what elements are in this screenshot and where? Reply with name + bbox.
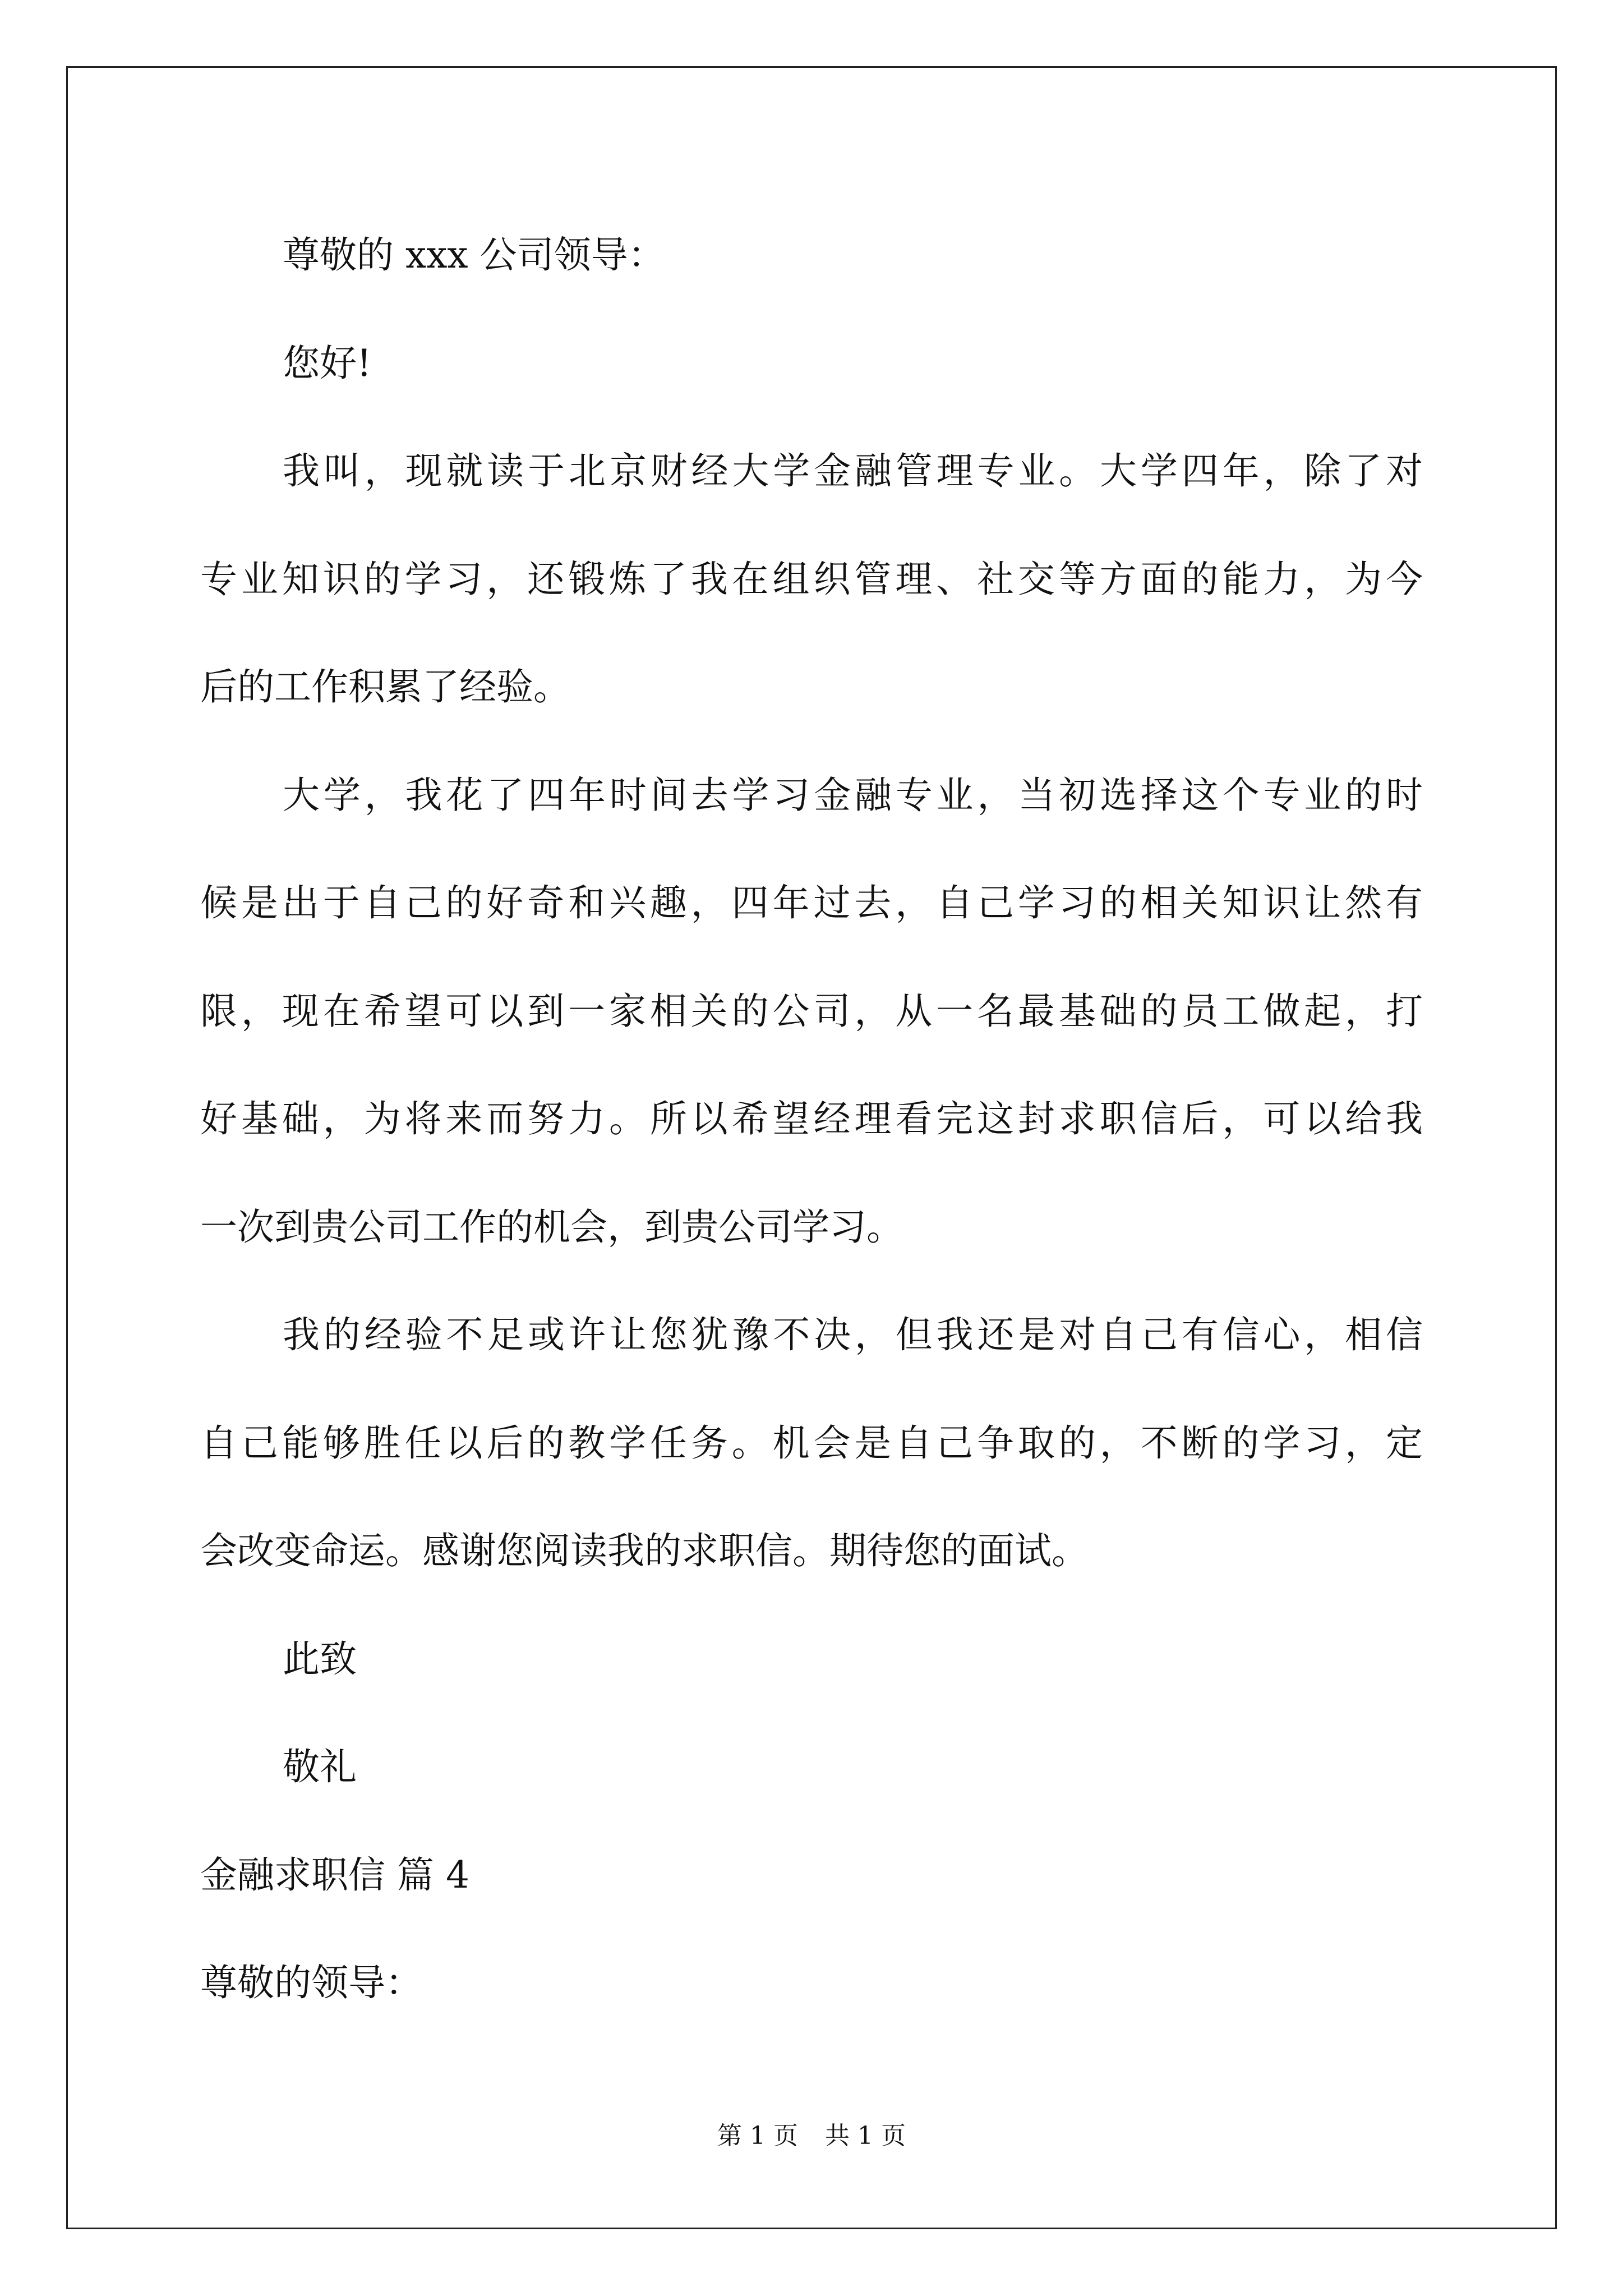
paragraph-3-line-1: 我的经验不足或许让您犹豫不决，但我还是对自己有信心，相信 — [283, 1313, 1423, 1356]
section-heading: 金融求职信 篇 4 — [200, 1853, 469, 1897]
paragraph-2-line-3: 限，现在希望可以到一家相关的公司，从一名最基础的员工做起，打 — [200, 990, 1423, 1033]
salutation: 尊敬的 xxx 公司领导： — [283, 233, 665, 277]
page-border — [66, 66, 1557, 2229]
closing-jing-li: 敬礼 — [283, 1745, 357, 1788]
page-footer — [0, 2120, 1623, 2152]
paragraph-3-line-3: 会改变命运。感谢您阅读我的求职信。期待您的面试。 — [200, 1529, 1089, 1572]
paragraph-3-line-2: 自己能够胜任以后的教学任务。机会是自己争取的，不断的学习，定 — [200, 1421, 1423, 1465]
paragraph-2-line-5: 一次到贵公司工作的机会，到贵公司学习。 — [200, 1205, 903, 1249]
paragraph-2-line-4: 好基础，为将来而努力。所以希望经理看完这封求职信后，可以给我 — [200, 1097, 1423, 1140]
page-number-current: 第 1 页 — [717, 2122, 798, 2150]
paragraph-2-line-2: 候是出于自己的好奇和兴趣，四年过去，自己学习的相关知识让然有 — [200, 881, 1423, 924]
section-salutation: 尊敬的领导： — [200, 1961, 422, 2004]
page-number-total: 共 1 页 — [825, 2122, 906, 2150]
closing-ci-zhi: 此致 — [283, 1637, 357, 1681]
paragraph-2-line-1: 大学，我花了四年时间去学习金融专业，当初选择这个专业的时 — [283, 774, 1423, 817]
greeting: 您好! — [283, 342, 372, 385]
paragraph-1-line-1: 我叫，现就读于北京财经大学金融管理专业。大学四年，除了对 — [283, 449, 1423, 493]
paragraph-1-line-2: 专业知识的学习，还锻炼了我在组织管理、社交等方面的能力，为今 — [200, 558, 1423, 601]
paragraph-1-line-3: 后的工作积累了经验。 — [200, 665, 570, 708]
